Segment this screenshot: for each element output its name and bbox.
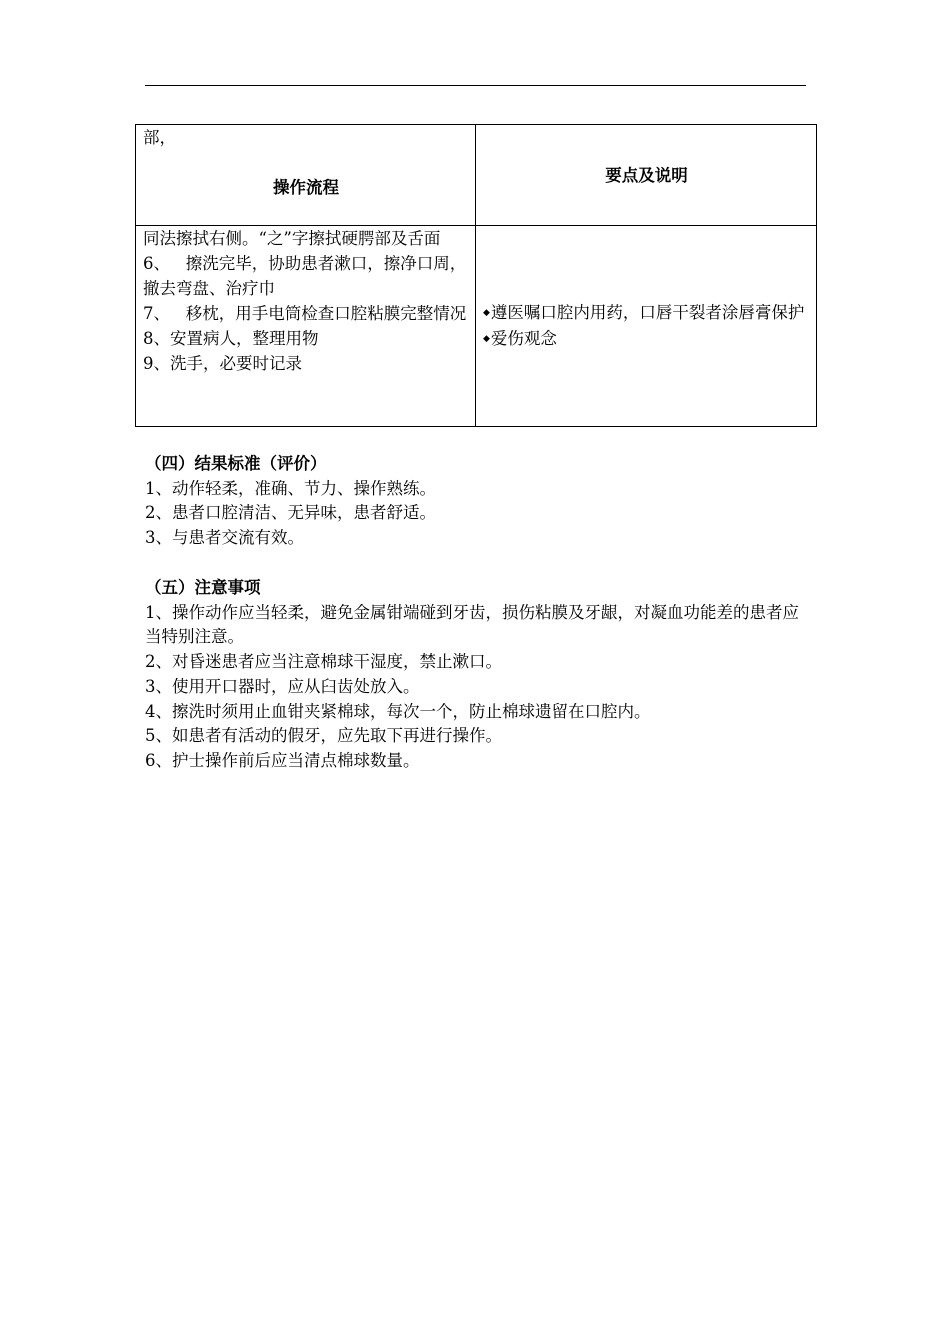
header-cell-notes [476,125,817,226]
table-body-row [136,226,817,427]
list-item: 1、操作动作应当轻柔，避免金属钳端碰到牙齿，损伤粘膜及牙龈，对凝血功能差的患者应当特别注意。 [145,602,799,647]
carry-over-text: 部， [143,128,176,147]
list-item: 2、患者口腔清洁、无异味，患者舒适。 [145,503,436,523]
diamond-bullet-icon: ◆ [483,334,490,344]
list-item: 2、对昏迷患者应当注意棉球干湿度，禁止漱口。 [145,652,502,672]
list-item: 1、动作轻柔，准确、节力、操作熟练。 [145,478,436,498]
section-result-standards [145,452,810,551]
procedure-step: 7、 移枕，用手电筒检查口腔粘膜完整情况 [143,304,467,323]
section-heading: （四）结果标准（评价） [145,454,327,473]
note-item [483,300,810,326]
procedure-table [135,124,817,427]
column-title-notes: 要点及说明 [605,165,688,185]
diamond-bullet-icon: ◆ [483,308,490,318]
header-cell-procedure [136,125,476,226]
notes-cell [476,226,817,427]
procedure-step: 8、安置病人，整理用物 [143,329,319,348]
list-item: 6、护士操作前后应当清点棉球数量。 [145,750,420,770]
section-precautions [145,576,810,774]
note-item [483,326,810,352]
column-title-procedure: 操作流程 [273,178,339,197]
list-item: 3、与患者交流有效。 [145,528,304,548]
list-item: 5、如患者有活动的假牙，应先取下再进行操作。 [145,726,502,746]
section-heading: （五）注意事项 [145,578,261,597]
note-text: 遵医嘱口腔内用药，口唇干裂者涂唇膏保护 [490,303,805,322]
procedure-steps-cell [136,226,476,427]
list-item: 4、擦洗时须用止血钳夹紧棉球，每次一个，防止棉球遗留在口腔内。 [145,701,651,721]
procedure-step: 6、 擦洗完毕，协助患者漱口，擦净口周，撤去弯盘、治疗巾 [143,254,467,298]
table-header-row [136,125,817,226]
procedure-step: 同法擦拭右侧。“之”字擦拭硬腭部及舌面 [143,229,441,248]
procedure-step: 9、洗手，必要时记录 [143,354,302,373]
list-item: 3、使用开口器时，应从臼齿处放入。 [145,676,420,696]
note-text: 爱伤观念 [490,329,557,348]
header-rule [145,85,806,86]
